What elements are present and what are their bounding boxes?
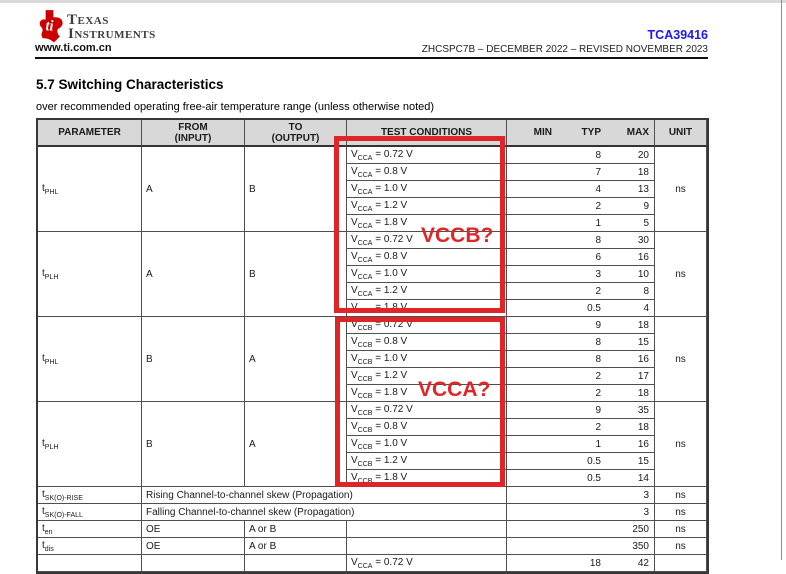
test-condition-cell: $V_{CCB} = 0.8$ V <box>347 419 507 436</box>
max-value: 9 <box>606 198 655 215</box>
min-value <box>507 402 557 419</box>
test-condition-cell: $V_{CCB} = 1.0$ V <box>347 351 507 368</box>
typ-value: 2 <box>557 419 606 436</box>
unit-cell: ns <box>655 402 707 487</box>
max-value: 3 <box>606 487 655 504</box>
test-condition-cell: $V_{CCA} = 0.72$ V <box>347 232 507 249</box>
test-condition-cell: $V_{CCA} = 1.8$ V <box>347 300 507 317</box>
max-value: 30 <box>606 232 655 249</box>
col-header-min: MIN <box>507 120 557 147</box>
param-cell: $t_{SK(O)-RISE}$ <box>38 487 142 504</box>
test-condition-cell: $V_{CCA} = 1.8$ V <box>347 215 507 232</box>
from-cell: OE <box>142 521 245 538</box>
website-link[interactable]: www.ti.com.cn <box>35 42 112 54</box>
brand-line1: Texas <box>67 12 109 28</box>
ti-logo-text: ti <box>45 18 54 35</box>
typ-value: 8 <box>557 232 606 249</box>
min-value <box>507 538 557 555</box>
param-cell: $t_{PHL}$ <box>38 147 142 232</box>
unit-cell: ns <box>655 232 707 317</box>
typ-value: 0.5 <box>557 453 606 470</box>
min-value <box>507 436 557 453</box>
min-value <box>507 232 557 249</box>
annotation-label-vcca: VCCA? <box>418 378 491 401</box>
test-condition-cell: $V_{CCA} = 0.8$ V <box>347 164 507 181</box>
col-header-max: MAX <box>606 120 655 147</box>
section-title: 5.7 Switching Characteristics <box>36 77 224 92</box>
test-condition-cell <box>347 538 507 555</box>
min-value <box>507 283 557 300</box>
typ-value: 1 <box>557 215 606 232</box>
param-cell: $t_{SK(O)-FALL}$ <box>38 504 142 521</box>
max-value: 14 <box>606 470 655 487</box>
min-value <box>507 351 557 368</box>
typ-value: 8 <box>557 351 606 368</box>
brand-line2: Instruments <box>68 26 156 42</box>
max-value: 4 <box>606 300 655 317</box>
typ-value <box>557 538 606 555</box>
max-value: 16 <box>606 351 655 368</box>
min-value <box>507 198 557 215</box>
max-value: 42 <box>606 555 655 572</box>
test-condition-cell: $V_{CCB} = 1.8$ V <box>347 385 507 402</box>
unit-cell: ns <box>655 538 707 555</box>
min-value <box>507 334 557 351</box>
annotation-label-vccb: VCCB? <box>421 224 494 247</box>
to-cell <box>245 555 347 572</box>
typ-value: 2 <box>557 368 606 385</box>
test-condition-cell: $V_{CCA} = 1.2$ V <box>347 198 507 215</box>
unit-cell: ns <box>655 504 707 521</box>
to-cell: A <box>245 402 347 487</box>
part-number-link[interactable]: TCA39416 <box>647 28 708 42</box>
brand-wordmark <box>67 13 156 41</box>
max-value: 18 <box>606 419 655 436</box>
col-header-from: FROM (INPUT) <box>142 120 245 147</box>
typ-value: 6 <box>557 249 606 266</box>
col-header-parameter: PARAMETER <box>38 120 142 147</box>
typ-value: 2 <box>557 385 606 402</box>
min-value <box>507 181 557 198</box>
min-value <box>507 487 557 504</box>
max-value: 17 <box>606 368 655 385</box>
max-value: 10 <box>606 266 655 283</box>
unit-cell: ns <box>655 317 707 402</box>
max-value: 15 <box>606 453 655 470</box>
to-cell: A <box>245 317 347 402</box>
typ-value: 0.5 <box>557 470 606 487</box>
from-cell: A <box>142 147 245 232</box>
min-value <box>507 521 557 538</box>
max-value: 8 <box>606 283 655 300</box>
min-value <box>507 317 557 334</box>
skew-description-cell: Falling Channel-to-channel skew (Propagation) <box>142 504 507 521</box>
to-cell: A or B <box>245 538 347 555</box>
test-condition-cell: $V_{CCA} = 1.0$ V <box>347 181 507 198</box>
min-value <box>507 215 557 232</box>
typ-value: 2 <box>557 198 606 215</box>
typ-value: 7 <box>557 164 606 181</box>
col-header-to: TO (OUTPUT) <box>245 120 347 147</box>
from-cell: OE <box>142 538 245 555</box>
max-value: 18 <box>606 385 655 402</box>
document-revision-line: ZHCSPC7B – DECEMBER 2022 – REVISED NOVEMBER 2023 <box>421 44 708 55</box>
max-value: 250 <box>606 521 655 538</box>
test-condition-cell: $V_{CCA} = 0.72$ V <box>347 555 507 572</box>
min-value <box>507 453 557 470</box>
col-header-test-conditions: TEST CONDITIONS <box>347 120 507 147</box>
section-subtitle: over recommended operating free-air temperature range (unless otherwise noted) <box>36 101 435 113</box>
skew-description-cell: Rising Channel-to-channel skew (Propagation) <box>142 487 507 504</box>
col-header-unit: UNIT <box>655 120 707 147</box>
param-cell: $t_{PLH}$ <box>38 232 142 317</box>
typ-value: 8 <box>557 147 606 164</box>
typ-value <box>557 504 606 521</box>
to-cell: A or B <box>245 521 347 538</box>
max-value: 3 <box>606 504 655 521</box>
typ-value <box>557 487 606 504</box>
annotation-box-vccb-group <box>335 317 505 487</box>
typ-value: 4 <box>557 181 606 198</box>
max-value: 18 <box>606 164 655 181</box>
typ-value: 9 <box>557 402 606 419</box>
to-cell: B <box>245 147 347 232</box>
test-condition-cell: $V_{CCB} = 0.72$ V <box>347 317 507 334</box>
from-cell: B <box>142 317 245 402</box>
unit-cell: ns <box>655 487 707 504</box>
header-rule <box>35 57 708 59</box>
typ-value: 9 <box>557 317 606 334</box>
max-value: 20 <box>606 147 655 164</box>
min-value <box>507 249 557 266</box>
typ-value: 0.5 <box>557 300 606 317</box>
test-condition-cell: $V_{CCB} = 0.72$ V <box>347 402 507 419</box>
max-value: 16 <box>606 249 655 266</box>
max-value: 16 <box>606 436 655 453</box>
max-value: 15 <box>606 334 655 351</box>
unit-cell: ns <box>655 521 707 538</box>
min-value <box>507 164 557 181</box>
min-value <box>507 385 557 402</box>
test-condition-cell: $V_{CCA} = 0.8$ V <box>347 249 507 266</box>
max-value: 5 <box>606 215 655 232</box>
min-value <box>507 419 557 436</box>
param-cell: $t_{PLH}$ <box>38 402 142 487</box>
test-condition-cell: $V_{CCA} = 0.72$ V <box>347 147 507 164</box>
from-cell <box>142 555 245 572</box>
unit-cell: ns <box>655 147 707 232</box>
min-value <box>507 368 557 385</box>
page-right-edge <box>781 0 782 560</box>
max-value: 18 <box>606 317 655 334</box>
typ-value: 8 <box>557 334 606 351</box>
typ-value: 1 <box>557 436 606 453</box>
param-cell <box>38 555 142 572</box>
min-value <box>507 504 557 521</box>
typ-value: 3 <box>557 266 606 283</box>
min-value <box>507 555 557 572</box>
test-condition-cell <box>347 521 507 538</box>
min-value <box>507 147 557 164</box>
param-cell: $t_{en}$ <box>38 521 142 538</box>
test-condition-cell: $V_{CCB} = 1.2$ V <box>347 453 507 470</box>
min-value <box>507 470 557 487</box>
max-value: 350 <box>606 538 655 555</box>
typ-value: 2 <box>557 283 606 300</box>
test-condition-cell: $V_{CCA} = 1.0$ V <box>347 266 507 283</box>
ti-logo-icon <box>35 10 64 43</box>
from-cell: A <box>142 232 245 317</box>
min-value <box>507 300 557 317</box>
max-value: 35 <box>606 402 655 419</box>
unit-cell <box>655 555 707 572</box>
col-header-typ: TYP <box>557 120 606 147</box>
param-cell: $t_{PHL}$ <box>38 317 142 402</box>
test-condition-cell: $V_{CCB} = 1.8$ V <box>347 470 507 487</box>
max-value: 13 <box>606 181 655 198</box>
typ-value <box>557 521 606 538</box>
to-cell: B <box>245 232 347 317</box>
test-condition-cell: $V_{CCB} = 1.0$ V <box>347 436 507 453</box>
typ-value: 18 <box>557 555 606 572</box>
param-cell: $t_{dis}$ <box>38 538 142 555</box>
min-value <box>507 266 557 283</box>
test-condition-cell: $V_{CCA} = 1.2$ V <box>347 283 507 300</box>
viewport-top-edge <box>0 0 786 3</box>
from-cell: B <box>142 402 245 487</box>
test-condition-cell: $V_{CCB} = 0.8$ V <box>347 334 507 351</box>
test-condition-cell: $V_{CCB} = 1.2$ V <box>347 368 507 385</box>
